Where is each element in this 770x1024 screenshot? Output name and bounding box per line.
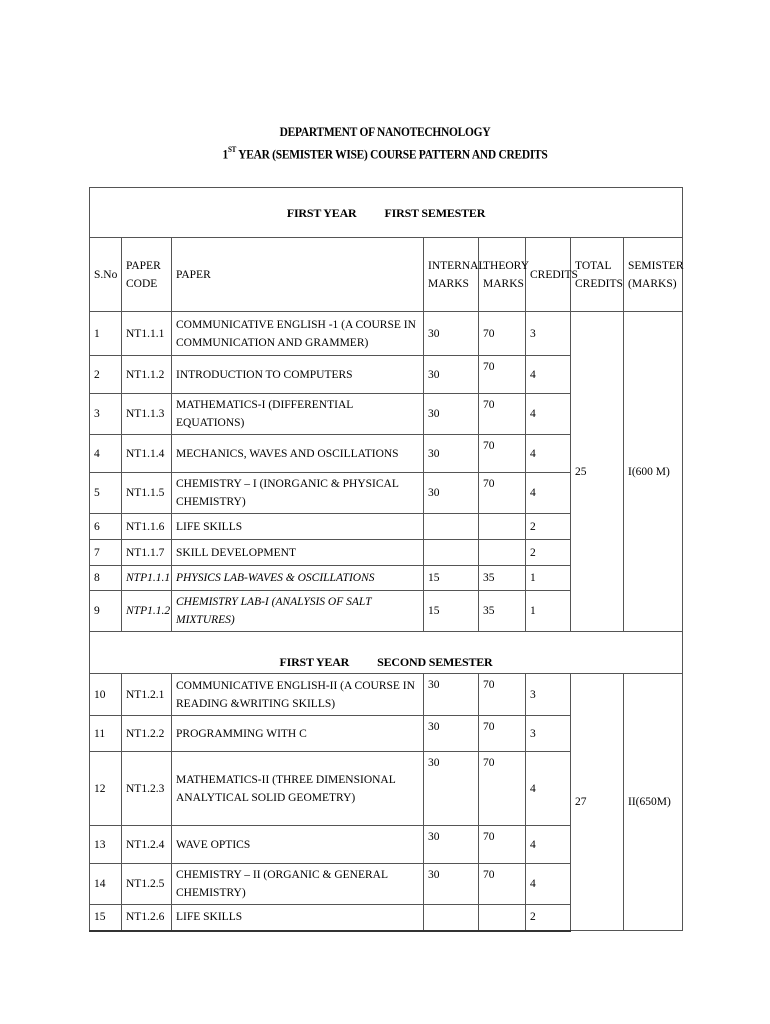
cell-internal-marks: 30 [424,394,479,435]
cell-credits: 4 [526,394,571,435]
cell-paper: CHEMISTRY LAB-I (ANALYSIS OF SALT MIXTURES) [172,591,424,632]
header-row [90,238,683,312]
cell-paper-code: NT1.2.1 [122,674,172,716]
semester-1-name: FIRST SEMESTER [384,205,486,220]
cell-paper: COMMUNICATIVE ENGLISH -1 (A COURSE IN COMMUNICATION AND GRAMMER) [172,312,424,356]
cell-sno: 3 [90,394,122,435]
cell-sno: 13 [90,826,122,864]
cell-theory-marks [479,540,526,566]
cell-sno: 10 [90,674,122,716]
col-header-internal: INTERNAL MARKS [424,238,479,312]
cell-sno: 9 [90,591,122,632]
cell-paper-code: NT1.2.6 [122,905,172,931]
cell-total-credits: 25 [571,312,624,632]
cell-credits: 4 [526,752,571,826]
cell-paper: MATHEMATICS-II (THREE DIMENSIONAL ANALYTICAL SOLID GEOMETRY) [172,752,424,826]
cell-paper-code: NT1.1.7 [122,540,172,566]
cell-sno: 8 [90,566,122,591]
semester-1-title [90,188,683,238]
page-subtitle [46,146,724,162]
cell-paper-code: NTP1.1.2 [122,591,172,632]
cell-paper: CHEMISTRY – II (ORGANIC & GENERAL CHEMISTRY) [172,864,424,905]
cell-sno: 15 [90,905,122,931]
cell-paper: COMMUNICATIVE ENGLISH-II (A COURSE IN READING &WRITING SKILLS) [172,674,424,716]
cell-credits: 4 [526,864,571,905]
cell-sno: 5 [90,473,122,514]
cell-internal-marks: 30 [424,752,479,826]
cell-paper: MATHEMATICS-I (DIFFERENTIAL EQUATIONS) [172,394,424,435]
cell-sno: 1 [90,312,122,356]
col-header-theory: THEORY MARKS [479,238,526,312]
cell-internal-marks: 30 [424,473,479,514]
page-title: DEPARTMENT OF NANOTECHNOLOGY [279,124,491,139]
cell-paper: LIFE SKILLS [172,514,424,540]
cell-credits: 3 [526,312,571,356]
course-table [89,187,683,932]
cell-paper-code: NT1.2.3 [122,752,172,826]
cell-credits: 1 [526,591,571,632]
cell-paper: PHYSICS LAB-WAVES & OSCILLATIONS [172,566,424,591]
cell-credits: 4 [526,826,571,864]
cell-paper-code: NT1.1.2 [122,356,172,394]
cell-theory-marks: 70 [479,674,526,716]
cell-paper-code: NTP1.1.1 [122,566,172,591]
cell-internal-marks: 30 [424,864,479,905]
cell-theory-marks [479,905,526,931]
cell-paper: MECHANICS, WAVES AND OSCILLATIONS [172,435,424,473]
cell-theory-marks: 70 [479,716,526,752]
cell-credits: 1 [526,566,571,591]
cell-sno: 2 [90,356,122,394]
cell-paper-code: NT1.1.6 [122,514,172,540]
col-header-semister: SEMISTER (MARKS) [624,238,683,312]
cell-theory-marks: 70 [479,435,526,473]
cell-sno: 11 [90,716,122,752]
cell-theory-marks: 70 [479,356,526,394]
cell-paper-code: NT1.1.1 [122,312,172,356]
cell-semister-marks: I(600 M) [624,312,683,632]
cell-semister-marks: II(650M) [624,674,683,931]
semester-2-title [90,632,683,674]
cell-sno: 12 [90,752,122,826]
cell-theory-marks: 70 [479,312,526,356]
cell-theory-marks [479,514,526,540]
col-header-sno: S.No [90,238,122,312]
cell-internal-marks: 30 [424,716,479,752]
cell-theory-marks: 35 [479,591,526,632]
cell-paper-code: NT1.1.4 [122,435,172,473]
cell-internal-marks: 30 [424,674,479,716]
cell-paper: WAVE OPTICS [172,826,424,864]
cell-paper-code: NT1.2.5 [122,864,172,905]
semester-2-title-row [90,632,683,674]
subtitle-text: YEAR (SEMISTER WISE) COURSE PATTERN AND CREDITS [236,146,548,162]
cell-paper: PROGRAMMING WITH C [172,716,424,752]
cell-paper-code: NT1.2.4 [122,826,172,864]
col-header-paper: PAPER [172,238,424,312]
col-header-code: PAPER CODE [122,238,172,312]
cell-theory-marks: 70 [479,394,526,435]
cell-credits: 3 [526,716,571,752]
cell-paper: CHEMISTRY – I (INORGANIC & PHYSICAL CHEMISTRY) [172,473,424,514]
cell-theory-marks: 70 [479,473,526,514]
semester-2-year: FIRST YEAR [279,655,350,669]
table-row [90,312,683,356]
cell-internal-marks: 30 [424,312,479,356]
subtitle-year-number: 1 [222,146,228,162]
cell-paper-code: NT1.2.2 [122,716,172,752]
cell-total-credits: 27 [571,674,624,931]
semester-2-name: SECOND SEMESTER [377,655,493,669]
table-row [90,674,683,716]
cell-theory-marks: 70 [479,752,526,826]
cell-credits: 4 [526,473,571,514]
cell-sno: 14 [90,864,122,905]
cell-paper-code: NT1.1.3 [122,394,172,435]
cell-theory-marks: 35 [479,566,526,591]
cell-internal-marks: 30 [424,435,479,473]
subtitle-year-suffix: ST [227,145,237,154]
cell-paper: SKILL DEVELOPMENT [172,540,424,566]
cell-internal-marks: 30 [424,826,479,864]
cell-paper-code: NT1.1.5 [122,473,172,514]
cell-sno: 4 [90,435,122,473]
cell-credits: 2 [526,905,571,931]
cell-theory-marks: 70 [479,826,526,864]
cell-internal-marks: 15 [424,566,479,591]
cell-internal-marks: 30 [424,356,479,394]
semester-1-year: FIRST YEAR [286,205,357,220]
cell-internal-marks: 15 [424,591,479,632]
cell-credits: 3 [526,674,571,716]
cell-sno: 6 [90,514,122,540]
cell-credits: 2 [526,514,571,540]
cell-credits: 4 [526,435,571,473]
cell-sno: 7 [90,540,122,566]
cell-credits: 4 [526,356,571,394]
cell-internal-marks [424,514,479,540]
col-header-total: TOTAL CREDITS [571,238,624,312]
cell-internal-marks [424,540,479,566]
cell-credits: 2 [526,540,571,566]
semester-1-title-row [90,188,683,238]
col-header-credits: CREDITS [526,238,571,312]
cell-theory-marks: 70 [479,864,526,905]
cell-internal-marks [424,905,479,931]
cell-paper: INTRODUCTION TO COMPUTERS [172,356,424,394]
cell-paper: LIFE SKILLS [172,905,424,931]
